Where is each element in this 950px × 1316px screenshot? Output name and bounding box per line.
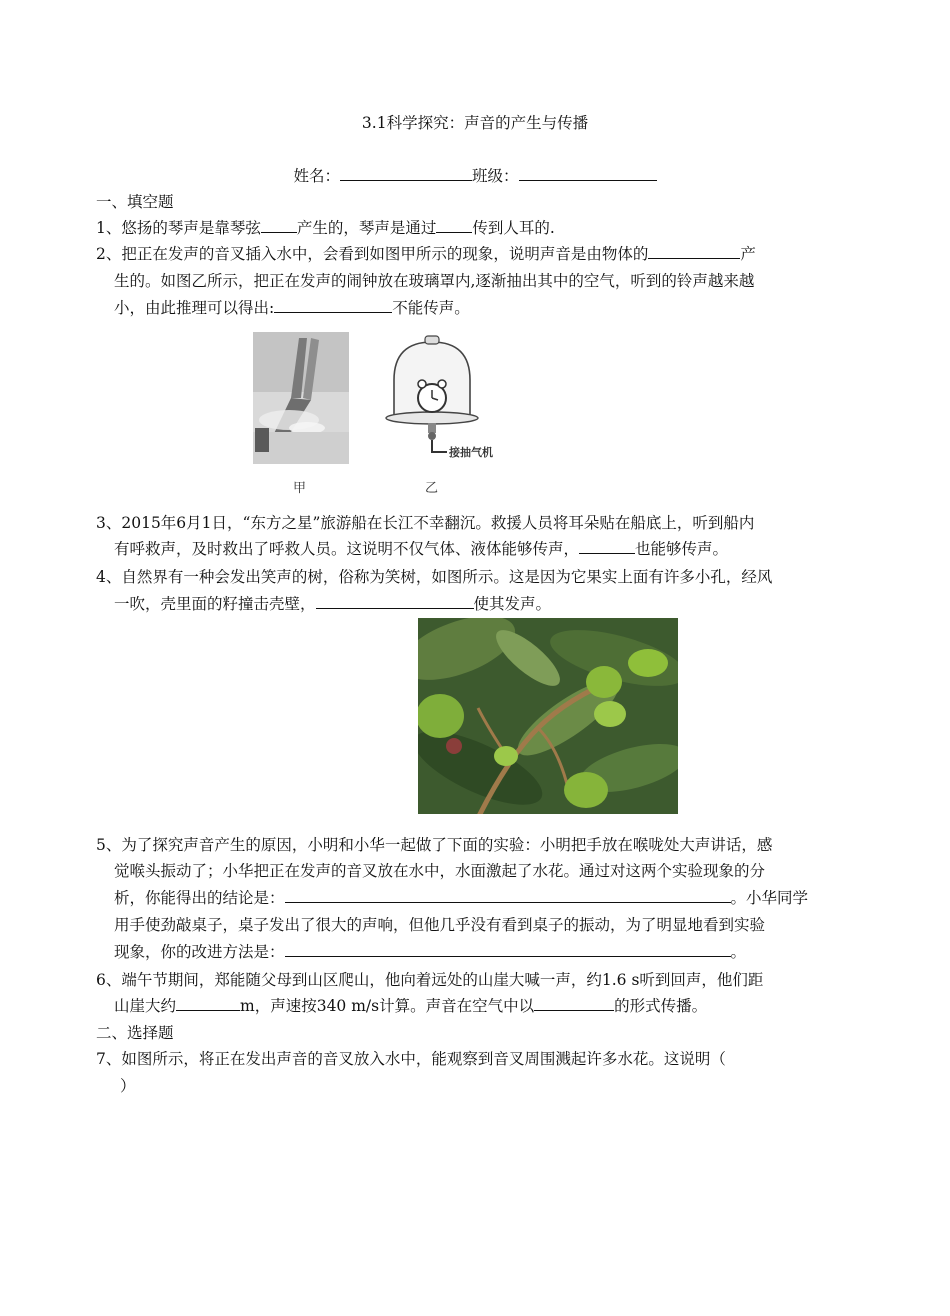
pump-label: 接抽气机 — [449, 446, 493, 459]
figure-laughing-tree-photo — [418, 618, 678, 814]
q2-text-d: 不能传声。 — [392, 299, 470, 317]
q5-text-a: 析，你能得出的结论是： — [114, 889, 285, 907]
name-label: 姓名： — [293, 167, 340, 185]
small-red-fruit — [446, 738, 462, 754]
section-fill-heading: 一、填空题 — [96, 193, 174, 211]
question-5-line-3 — [114, 887, 808, 909]
label-jia: 甲 — [293, 481, 307, 496]
q6-text-c: 的形式传播。 — [614, 997, 708, 1015]
bell-jar-knob — [425, 336, 439, 344]
page-title: 3.1科学探究：声音的产生与传播 — [361, 114, 589, 132]
q2-text-c: 小，由此推理可以得出: — [114, 299, 275, 317]
figure-1-svg — [241, 328, 505, 499]
question-5-line-5 — [114, 941, 746, 963]
q3-text-b: 也能够传声。 — [635, 540, 729, 558]
clock-bell-left — [418, 380, 426, 388]
q2-blank-2[interactable] — [274, 298, 392, 313]
question-2-line-2: 生的。如图乙所示，把正在发声的闹钟放在玻璃罩内,逐渐抽出其中的空气，听到的铃声越来越 — [114, 272, 755, 290]
clock-bell-right — [438, 380, 446, 388]
question-7-line-2: ） — [120, 1077, 136, 1095]
question-4-line-2 — [114, 593, 551, 615]
q2-text-a: 2、把正在发声的音叉插入水中，会看到如图甲所示的现象，说明声音是由物体的 — [96, 245, 649, 263]
q3-blank[interactable] — [579, 539, 635, 554]
q1-text-a: 1、悠扬的琴声是靠琴弦 — [96, 219, 261, 237]
q4-text-b: 使其发声。 — [473, 595, 552, 613]
q5-blank-1[interactable] — [285, 888, 731, 903]
question-3-line-1: 3、2015年6月1日，“东方之星”旅游船在长江不幸翻沉。救援人员将耳朵贴在船底上，听到船内 — [96, 514, 755, 532]
hand-shadow — [255, 428, 269, 452]
question-6-line-1: 6、端午节期间，郑能随父母到山区爬山，他向着远处的山崖大喊一声，约1.6 s听到回声，他们距 — [96, 971, 764, 989]
section-choice-heading: 二、选择题 — [96, 1024, 174, 1042]
figure-tuning-fork-and-bell-jar — [241, 328, 505, 499]
q5-blank-2[interactable] — [285, 942, 731, 957]
fruit-6 — [494, 746, 518, 766]
question-5-line-4: 用手使劲敲桌子，桌子发出了很大的声响，但他几乎没有看到桌子的振动，为了明显地看到实验 — [114, 916, 766, 934]
fruit-5 — [418, 694, 464, 738]
q4-blank[interactable] — [316, 594, 474, 609]
q5-text-d: 。 — [730, 943, 747, 961]
question-5-line-2: 觉喉头振动了；小华把正在发声的音叉放在水中，水面激起了水花。通过对这两个实验现象的分 — [114, 862, 766, 880]
q5-text-c: 现象，你的改进方法是： — [114, 943, 285, 961]
q1-text-c: 传到人耳的. — [472, 219, 555, 237]
q4-text-a: 一吹，壳里面的籽撞击壳壁， — [114, 595, 316, 613]
class-blank[interactable] — [519, 166, 657, 181]
q6-blank-2[interactable] — [534, 996, 614, 1011]
fruit-4 — [564, 772, 608, 808]
q6-text-b: m，声速按340 m/s计算。声音在空气中以 — [240, 997, 535, 1015]
question-3-line-2 — [114, 538, 728, 560]
q1-text-b: 产生的，琴声是通过 — [296, 219, 437, 237]
class-label: 班级： — [472, 167, 519, 185]
valve-knob — [428, 432, 436, 440]
fruit-1 — [628, 649, 668, 677]
q1-blank-2[interactable] — [436, 218, 472, 233]
q6-blank-1[interactable] — [176, 996, 240, 1011]
pump-hose — [432, 440, 447, 452]
question-4-line-1: 4、自然界有一种会发出笑声的树，俗称为笑树，如图所示。这是因为它果实上面有许多小孔，经风 — [96, 568, 773, 586]
question-1 — [96, 217, 555, 239]
q2-text-b: 产 — [740, 245, 756, 263]
question-2-line-3 — [114, 297, 470, 319]
q1-blank-1[interactable] — [261, 218, 297, 233]
q6-text-a: 山崖大约 — [114, 997, 177, 1015]
q5-text-b: 。小华同学 — [730, 889, 809, 907]
jar-plate — [386, 412, 478, 424]
q2-blank-1[interactable] — [648, 244, 740, 259]
name-blank[interactable] — [340, 166, 472, 181]
question-6-line-2 — [114, 995, 707, 1017]
label-yi: 乙 — [425, 481, 439, 496]
question-5-line-1: 5、为了探究声音产生的原因，小明和小华一起做了下面的实验：小明把手放在喉咙处大声讲话，感 — [96, 836, 773, 854]
name-class-row — [0, 165, 950, 187]
fruit-2 — [586, 666, 622, 698]
fruit-3 — [594, 701, 626, 727]
q3-text-a: 有呼救声，及时救出了呼救人员。这说明不仅气体、液体能够传声， — [114, 540, 580, 558]
question-7-line-1: 7、如图所示，将正在发出声音的音叉放入水中，能观察到音叉周围溅起许多水花。这说明（ — [96, 1050, 726, 1068]
question-2-line-1 — [96, 243, 756, 265]
valve — [428, 423, 436, 433]
figure-2-svg — [418, 618, 678, 814]
